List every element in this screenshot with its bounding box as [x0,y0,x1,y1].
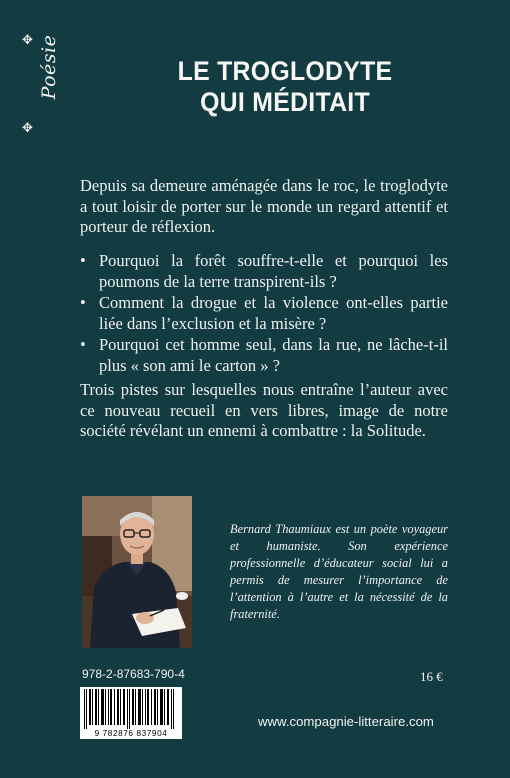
barcode-bars [80,687,182,729]
collection-label: Poésie [38,34,60,100]
price-label: 16 € [420,669,443,684]
list-item-text: Pourquoi cet homme seul, dans la rue, ne lâche-t-il plus « son ami le carton » ? [99,335,448,375]
bullet-icon: • [80,293,86,312]
list-item [80,251,448,292]
fleuron-icon: ✥ [22,32,33,47]
closing-paragraph: Trois pistes sur lesquelles nous entraîne l’auteur avec ce nouveau recueil en vers libres, image de notre société révélant un ennemi à combattre : la Solitude. [80,380,448,440]
list-item [80,335,448,376]
author-photo [82,496,192,648]
bullet-icon: • [80,251,86,270]
intro-paragraph: Depuis sa demeure aménagée dans le roc, le troglodyte a tout loisir de porter sur le monde un regard attentif et porteur de réflexion. [80,176,448,236]
spine-strip [0,0,60,778]
list-item-text: Comment la drogue et la violence ont-elles partie liée dans l’exclusion et la misère ? [99,293,448,333]
question-list [80,251,448,377]
list-item-text: Pourquoi la forêt souffre-t-elle et pourquoi les poumons de la terre transpirent-ils ? [99,251,448,291]
title-line-2: QUI MÉDITAIT [200,87,370,117]
barcode-number: 9 782876 837904 [80,729,182,738]
barcode [80,687,182,739]
list-item [80,293,448,334]
fleuron-icon: ✥ [22,120,33,135]
author-bio: Bernard Thaumiaux est un poète voyageur et humaniste. Son expérience professionnelle d’éducateur social lui a permis de mesurer l’importance de l’attention à l’autre et la nécessité de la fraternité. [230,522,448,622]
title-line-1: LE TROGLODYTE [177,56,393,86]
isbn-number: 978-2-87683-790-4 [82,667,185,681]
bullet-icon: • [80,335,86,354]
book-title [60,56,510,118]
publisher-website: www.compagnie-litteraire.com [258,714,434,729]
